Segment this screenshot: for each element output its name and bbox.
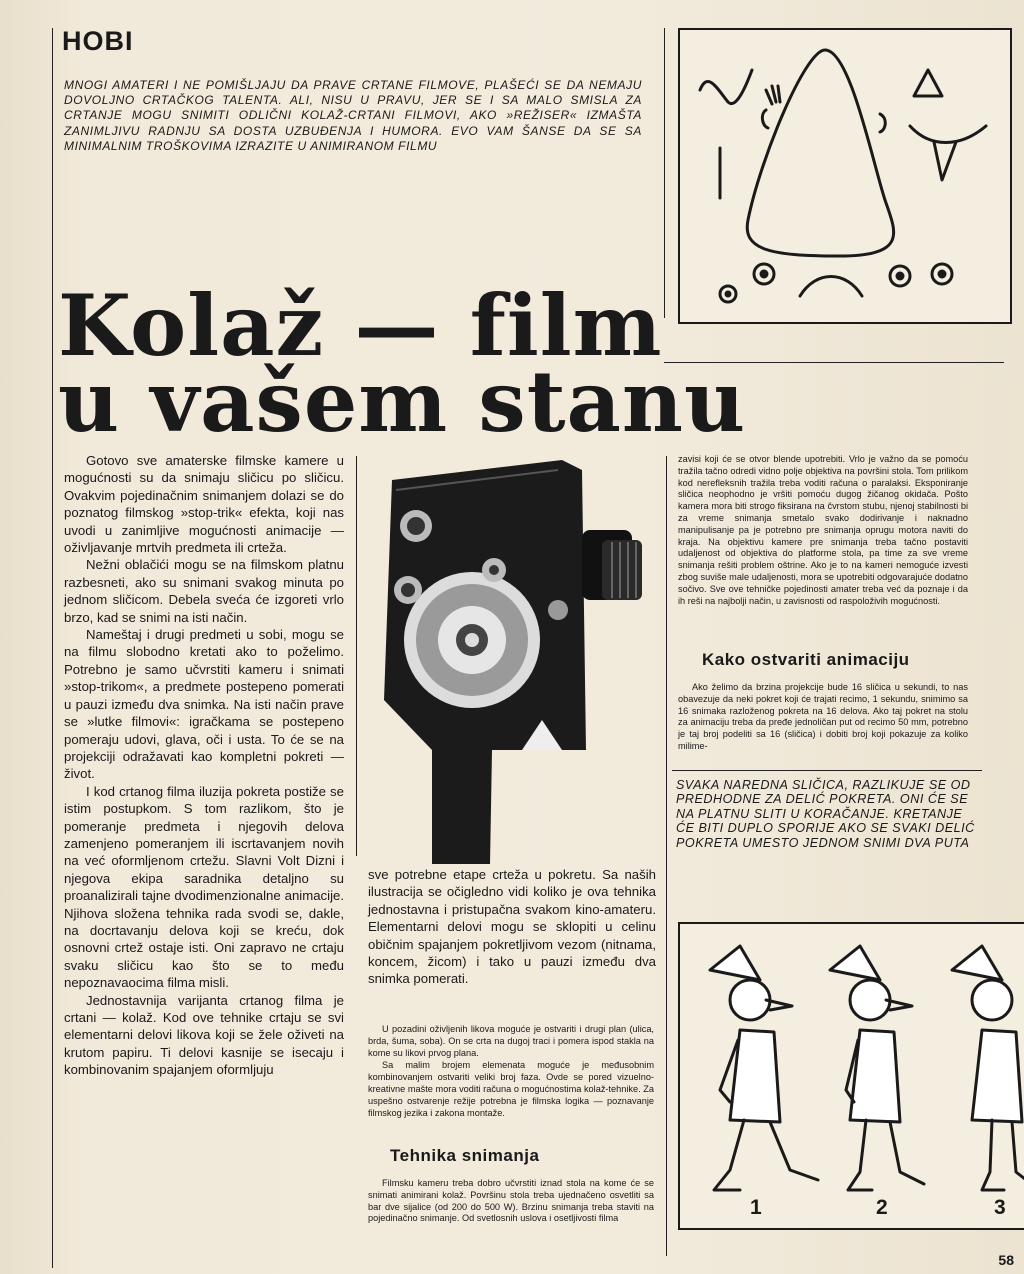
walking-figures-drawing bbox=[680, 924, 1024, 1194]
section-title: HOBI bbox=[62, 26, 134, 56]
walking-figure-frames bbox=[678, 922, 1024, 1230]
tehnika-snimanja-text: Filmsku kameru treba dobro učvrstiti iznad stola na kome će se snimati animirani kolaž. Površinu stola treba ujednačeno osvetliti sa bar dve sijalice (od 200 do 500 W). Brzinu snimanja treba staviti na pojedinačno snimanje. Od svetlosnih uslova i osetljivosti filma bbox=[368, 1178, 654, 1224]
column-2-small-text bbox=[368, 1024, 654, 1120]
collage-face-drawing bbox=[680, 30, 1010, 322]
col1-paragraph-5: Jednostavnija varijanta crtanog filma je crtani — kolaž. Kod ove tehnike crtaju se svi elementarni delovi likova koji se žele oživeti na krutom papiru. Ti delovi kasnije se isecaju i kombinovanim spajanjem oformljuju bbox=[64, 992, 344, 1078]
frame-number-1: 1 bbox=[750, 1196, 762, 1219]
article-column-1 bbox=[64, 452, 344, 1079]
page-number: 58 bbox=[998, 1252, 1014, 1268]
subhead-tehnika-snimanja: Tehnika snimanja bbox=[390, 1146, 540, 1165]
col1-paragraph-3: Nameštaj i drugi predmeti u sobi, mogu se na filmu slobodno kretati ako to poželimo. Potrebno je samo učvrstiti kameru i snimati »stop-trikom«, a predmete postepeno pomerati u pauzi između dva snimka. Na isti način prave se »lutke filmovi«: igračkama se postepeno pomeraju udovi, glava, oči i usta. To će se na projekciji odražavati kao kompletni pokreti — život. bbox=[64, 627, 344, 782]
left-margin-rule bbox=[52, 28, 53, 1268]
collage-face-illustration bbox=[678, 28, 1012, 324]
col1-paragraph-2: Nežni oblačići mogu se na filmskom platnu razbesneti, ako su snimani svakog minuta po jednom sličicom. Debela sveća će izgoreti vrlo brzo, kad se snimi na isti način. bbox=[64, 557, 344, 625]
col1-paragraph-1: Gotovo sve amaterske filmske kamere u mogućnosti su da snimaju sličicu po sličicu. Ovakvim pojedinačnim snimanjem dolazi se do poznatog filmskog »stop-trik« efekta, koji nas uvodi u zanimljive mogućnosti animacije — oživljavanje mrtvih predmeta ili crteža. bbox=[64, 453, 344, 556]
kako-ostvariti-text: Ako želimo da brzina projekcije bude 16 sličica u sekundi, to nas obavezuje da neki pokret koji će trajati recimo, 1 sekundu, snimimo sa 16 snimaka razloženog pokreta na 16 delova. Ako taj pokret na stolu za animaciju treba da pređe jednoličan put od recimo 50 mm, potrebno je taj broj podeliti sa 16 (sličica) i dobiti broj koji pokazuje za koliko milime- bbox=[678, 682, 968, 751]
col2-small-paragraph-1: U pozadini oživljenih likova moguće je ostvariti i drugi plan (ulica, brda, šuma, soba). On se crta na dugoj traci i pomera ispod stakla na kome su likovi prvog plana. bbox=[368, 1024, 654, 1058]
movie-camera-drawing bbox=[372, 450, 662, 864]
headline-line-1: Kolaž — film bbox=[58, 276, 663, 375]
column-rule-3 bbox=[666, 456, 667, 1256]
frame-number-2: 2 bbox=[876, 1196, 888, 1219]
camera-illustration bbox=[372, 450, 662, 864]
frame-number-3: 3 bbox=[994, 1196, 1006, 1219]
column-rule-2 bbox=[356, 456, 357, 856]
col1-paragraph-4: I kod crtanog filma iluzija pokreta postiže se istim postupkom. S tom razlikom, što je pomeranje predmeta i njegovih delova zamenjeno pomeranjem ili iscrtavanjem novih na već oformljenom crtežu. Slavni Volt Dizni i njegova ekipa saradnika detaljno su proanalizirali tajne dvodimenzionalne animacije. Njihova složena tehnika rada svodi se, dakle, na docrtavanju delova koji se kreću, dok osnovni crtež ostaje isti. Oni zapravo ne crtaju svaku sličicu kao što se to među nepoznavaocima filma misli. bbox=[64, 783, 344, 991]
subhead-kako-ostvariti-animaciju: Kako ostvariti animaciju bbox=[702, 650, 910, 669]
article-column-3-top: zavisi koji će se otvor blende upotrebiti. Vrlo je važno da se pomoću tražila tačno odredi vidno polje objektiva na površini stola. Tom prilikom kod nerefleksnih tražila treba voditi računa o paralaksi. Eksponiranje sličica neophodno je vršiti pomoću dugog žičanog okidača. Pošto kamera mora biti strogo fiksirana na čvrstom stubu, njenoj stabilnosti bi za vreme snimanja smetalo svako dodirivanje i naknadno manipulisanje pa je potrebno pre snimanja oprugu motora naviti do kraja. Na objektivu kamere pre snimanja treba tačno postaviti udaljenost od objektiva do platforme stola, pa time za sve vreme snimanja rešiti problem oštrine. Ako je to na kameri nemoguće izvesti zbog suviše male udaljenosti, mora se upotrebiti odgovarajuće dodatno sočivo. Sve ove tehničke pojedinosti amater treba već da poznaje i da ih reši na najbolji način, u zavisnosti od raspoloživih mogućnosti. bbox=[678, 454, 968, 606]
animation-caption: SVAKA NAREDNA SLIČICA, RAZLIKUJE SE OD PREDHODNE ZA DELIĆ POKRETA. ONI ĆE SE NA PLATNU SLITI U KORAČANJE. KRETANJE ĆE BITI DUPLO SPORIJE AKO SE SVAKI DELIĆ POKRETA UMESTO JEDNOM SNIMI DVA PUTA bbox=[676, 778, 975, 850]
intro-text: MNOGI AMATERI I NE POMIŠLJAJU DA PRAVE CRTANE FILMOVE, PLAŠEĆI SE DA NEMAJU DOVOLJNO CRTAČKOG TALENTA. ALI, NISU U PRAVU, JER SE I SA MALO SMISLA ZA CRTANJE MOGU SNIMITI ODLIČNI KOLAŽ-CRTANI FILMOVI, AKO »REŽISER« IZMAŠTA ZANIMLJIVU RADNJU SA DOSTA UZBUĐENJA I HUMORA. EVO VAM ŠANSE DA SE SA MINIMALNIM TROŠKOVIMA IZRAZITE U ANIMIRANOM FILMU bbox=[64, 78, 642, 153]
article-column-2: sve potrebne etape crteža u pokretu. Sa naših ilustracija se očigledno vidi koliko je ova tehnika jednostavna i pristupačna svakom kino-amateru. Elementarni delovi mogu se sklopiti u celinu običnim spajanjem pokretljivom vezom (nitnama, koncem, žicom) i tako u pauzi između dva snimka pomerati. bbox=[368, 867, 656, 987]
col2-small-paragraph-2: Sa malim brojem elemenata moguće je međusobnim kombinovanjem ostvariti veliki broj faza. Ovde se pored vizuelno-kreativne mašte mora voditi računa o mogućnostima kolaž-tehnike. Za uspešno ostvarenje režije potrebna je filmska logika — poznavanje filmskog jezika i zakona montaže. bbox=[368, 1060, 654, 1118]
header-right-rule bbox=[664, 28, 665, 318]
caption-rule bbox=[672, 770, 982, 771]
headline-line-2: u vašem stanu bbox=[58, 352, 747, 451]
